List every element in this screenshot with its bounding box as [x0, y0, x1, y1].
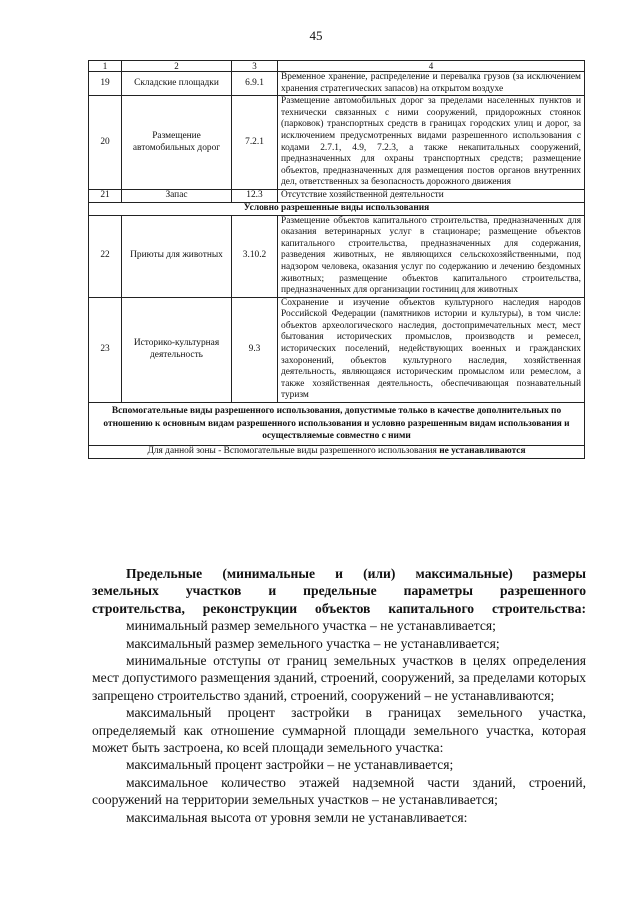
use-description: Сохранение и изучение объектов культурного наследия народов Российской Федерации (памятников истории и культуры), в том числе: объектов археологического наследия, достопримечательных мест, мест бытования исторических промыслов, производств и ремесел, исторических поселений, недействующих военных и гражданских захоронений, объектов культурного наследия, хозяйственная деятельность, являющаяся историческим промыслом или ремеслом, а также хозяйственная деятельность, обеспечивающая познавательный туризм: [278, 297, 585, 402]
use-code: 3.10.2: [232, 215, 278, 297]
header-cell: 4: [278, 61, 585, 72]
row-number: 20: [89, 96, 122, 190]
use-description: Отсутствие хозяйственной деятельности: [278, 189, 585, 202]
parameter-paragraph: максимальный процент застройки – не устанавливается;: [126, 757, 454, 773]
parameter-paragraph: максимальное количество этажей надземной части зданий, строений, сооружений на территории земельных участков – не устанавливается;: [92, 774, 586, 808]
use-name: Складские площадки: [122, 72, 232, 96]
parameter-paragraph: максимальная высота от уровня земли не устанавливается:: [126, 809, 468, 825]
parameter-paragraph: максимальный процент застройки в границах земельного участка, определяемый как отношение суммарной площади земельного участка, которая может быть застроена, ко всей площади земельного участка:: [92, 705, 586, 756]
auxiliary-note-bold: не устанавливаются: [439, 445, 526, 456]
table-row: [89, 96, 585, 190]
use-code: 6.9.1: [232, 72, 278, 96]
use-name: Запас: [122, 189, 232, 202]
row-number: 22: [89, 215, 122, 297]
heading-line: земельных участков и предельные параметры разрешенного: [92, 583, 586, 599]
use-name: Размещение автомобильных дорог: [122, 96, 232, 190]
section-row-conditional: [89, 202, 585, 215]
section-title: Условно разрешенные виды использования: [89, 202, 585, 215]
use-code: 9.3: [232, 297, 278, 402]
header-cell: 1: [89, 61, 122, 72]
use-description: Размещение автомобильных дорог за пределами населенных пунктов и технически связанных с ними сооружений, придорожных стоянок (парковок) транспортных средств в границах городских улиц и дорог, за исключением предусмотренных видами разрешенного использования с кодами 2.7.1, 4.9, 7.2.3, а также некапитальных сооружений, предназначенных для охраны транспортных средств; размещение объектов, предназначенных для размещения постов органов внутренних дел, ответственных за безопасность дорожного движения: [278, 96, 585, 190]
use-name: Приюты для животных: [122, 215, 232, 297]
parameter-paragraph: максимальный размер земельного участка – не устанавливается;: [126, 635, 500, 651]
row-number: 21: [89, 189, 122, 202]
use-description: Временное хранение, распределение и перевалка грузов (за исключением хранения стратегических запасов) на открытом воздухе: [278, 72, 585, 96]
parameter-paragraph: минимальный размер земельного участка – не устанавливается;: [126, 618, 496, 634]
row-number: 23: [89, 297, 122, 402]
table-row: [89, 297, 585, 402]
table-header-row: [89, 61, 585, 72]
page-number: 45: [309, 28, 323, 43]
heading-line: строительства, реконструкции объектов капитального строительства:: [92, 600, 586, 616]
heading-line: Предельные (минимальные и (или) максимальные) размеры: [126, 566, 586, 581]
use-name: Историко-культурная деятельность: [122, 297, 232, 402]
row-number: 19: [89, 72, 122, 96]
table-row: [89, 189, 585, 202]
table-row-auxiliary-note: [89, 445, 585, 458]
section-title-auxiliary: Вспомогательные виды разрешенного использования, допустимые только в качестве дополнительных по отношению к основным видам разрешенного использования и условно разрешенным видам использования и осуществляемые совместно с ними: [89, 403, 585, 446]
parameter-paragraph: минимальные отступы от границ земельных участков в целях определения мест допустимого размещения зданий, строений, сооружений, за пределами которых запрещено строительство зданий, строений, сооружений – не устанавливаются;: [92, 653, 586, 703]
use-code: 7.2.1: [232, 96, 278, 190]
table-row: [89, 215, 585, 297]
parameters-section: [92, 565, 586, 826]
auxiliary-note-text: Для данной зоны - Вспомогательные виды разрешенного использования: [147, 445, 440, 456]
parameters-heading: [92, 565, 586, 617]
header-cell: 2: [122, 61, 232, 72]
use-code: 12.3: [232, 189, 278, 202]
header-cell: 3: [232, 61, 278, 72]
auxiliary-note: [89, 445, 585, 458]
section-row-auxiliary: [89, 403, 585, 446]
land-use-table: [88, 60, 585, 459]
use-description: Размещение объектов капитального строительства, предназначенных для оказания ветеринарных услуг в стационаре; размещение объектов капитального строительства, предназначенных для содержания, разведения животных, не являющихся сельскохозяйственными, под надзором человека, оказания услуг по содержанию и лечению бездомных животных; размещение объектов капитального строительства, предназначенных для организации гостиниц для животных: [278, 215, 585, 297]
table-row: [89, 72, 585, 96]
